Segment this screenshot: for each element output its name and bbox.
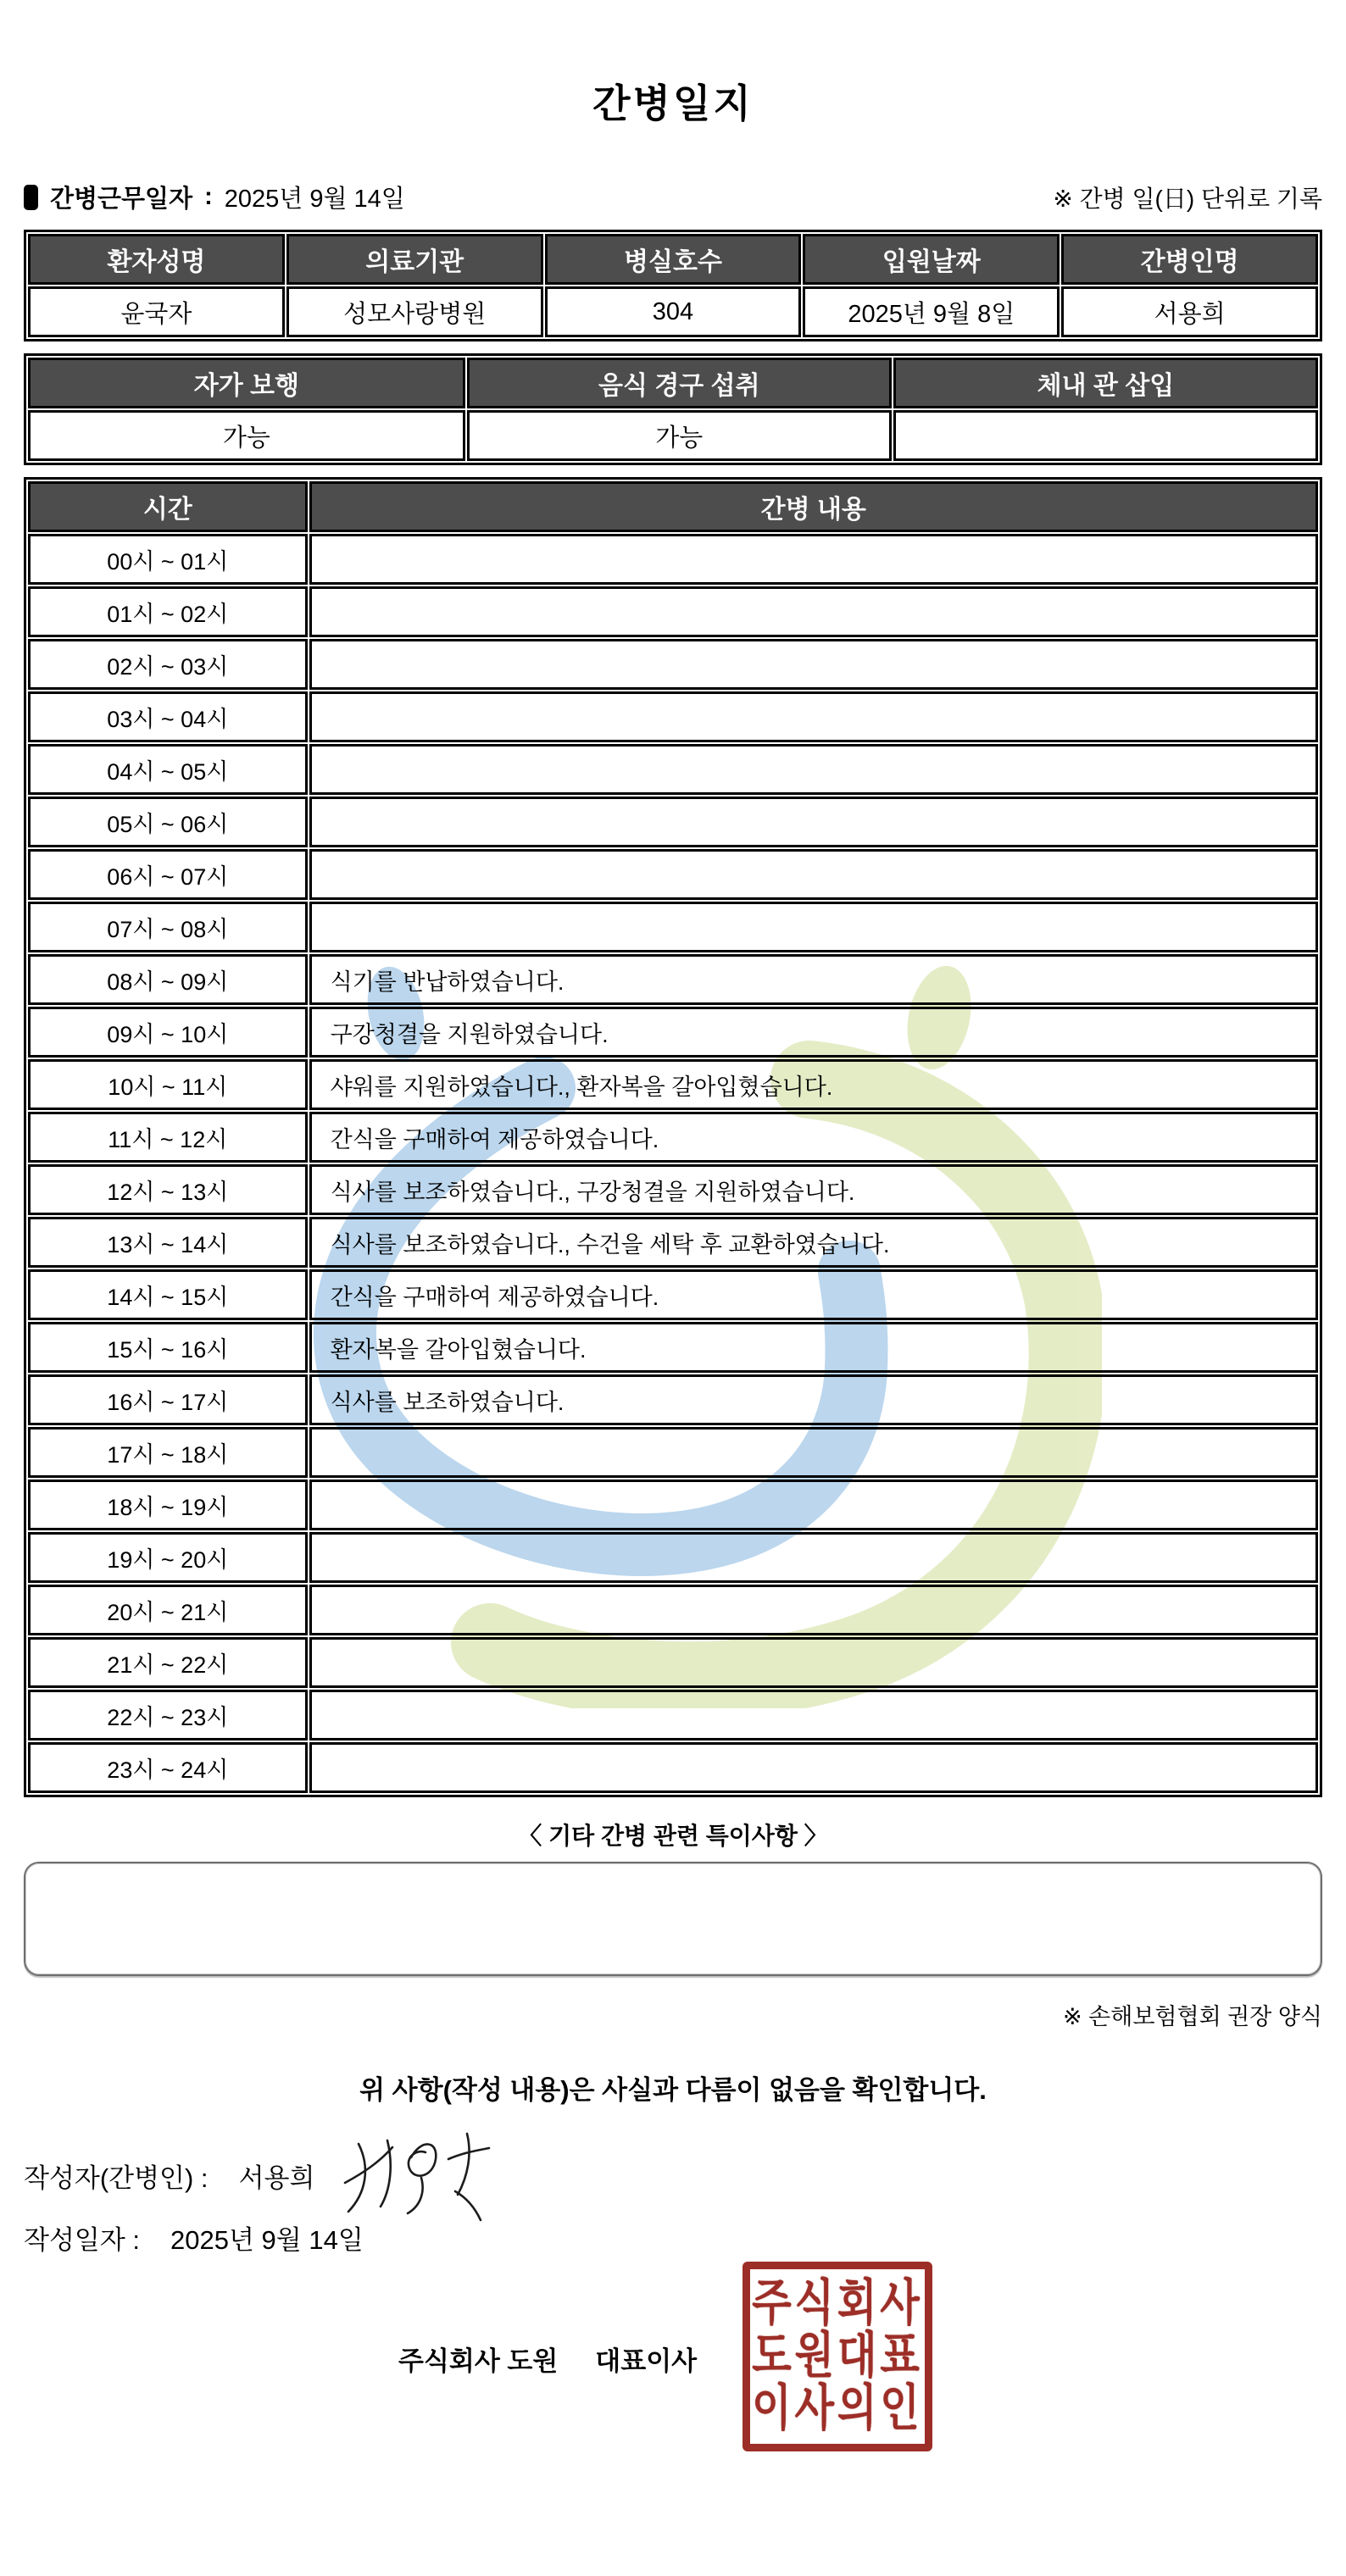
col-header-patient-name: 환자성명: [28, 234, 285, 285]
unit-note: ※ 간병 일(日) 단위로 기록: [1053, 185, 1322, 212]
time-slot-label: 22시 ~ 23시: [28, 1690, 308, 1740]
care-journal-document: [0, 73, 1346, 2465]
col-header-time: 시간: [28, 481, 308, 532]
time-slot-label: 04시 ~ 05시: [28, 744, 308, 795]
care-entry: [309, 691, 1318, 742]
writer-label: 작성자(간병인) :: [24, 2162, 209, 2193]
stamp-line-1: 주식회사: [752, 2276, 923, 2331]
patient-info-value-row: [28, 286, 1318, 337]
status-value-row: [28, 410, 1318, 461]
care-row: [28, 1322, 1318, 1373]
care-row: [28, 1269, 1318, 1320]
stamp-line-3: 이사의인: [752, 2381, 923, 2436]
stamp-line-2: 도원대표: [752, 2329, 923, 2384]
care-entry: [309, 1427, 1318, 1478]
care-entry: [309, 586, 1318, 637]
care-entry: [309, 1532, 1318, 1583]
time-slot-label: 10시 ~ 11시: [28, 1059, 308, 1110]
care-entry: [309, 797, 1318, 847]
time-slot-label: 13시 ~ 14시: [28, 1217, 308, 1268]
care-row: [28, 1112, 1318, 1163]
write-date-row: [24, 2218, 1322, 2257]
care-row: [28, 534, 1318, 585]
patient-info-table: [24, 230, 1322, 341]
care-row: [28, 691, 1318, 742]
care-entry: [309, 1480, 1318, 1530]
care-entry: 식기를 반납하였습니다.: [309, 954, 1318, 1005]
care-entry: 샤워를 지원하였습니다., 환자복을 갈아입혔습니다.: [309, 1059, 1318, 1110]
care-entry: 식사를 보조하였습니다., 구강청결을 지원하였습니다.: [309, 1164, 1318, 1215]
care-entry: 환자복을 갈아입혔습니다.: [309, 1322, 1318, 1373]
time-slot-label: 20시 ~ 21시: [28, 1585, 308, 1635]
time-slot-label: 23시 ~ 24시: [28, 1742, 308, 1793]
care-entry: 간식을 구매하여 제공하였습니다.: [309, 1112, 1318, 1163]
care-entry: [309, 534, 1318, 585]
col-header-care-content: 간병 내용: [309, 481, 1318, 532]
corporate-seal-stamp: [743, 2262, 932, 2451]
time-slot-label: 17시 ~ 18시: [28, 1427, 308, 1478]
hourly-care-table: [24, 477, 1322, 1797]
care-header-row: [28, 481, 1318, 532]
time-slot-label: 00시 ~ 01시: [28, 534, 308, 585]
time-slot-label: 21시 ~ 22시: [28, 1637, 308, 1688]
time-slot-label: 01시 ~ 02시: [28, 586, 308, 637]
care-row: [28, 954, 1318, 1005]
care-row: [28, 849, 1318, 900]
care-row: [28, 586, 1318, 637]
care-row: [28, 797, 1318, 847]
time-slot-label: 02시 ~ 03시: [28, 639, 308, 690]
time-slot-label: 14시 ~ 15시: [28, 1269, 308, 1320]
care-entry: [309, 744, 1318, 795]
care-row: [28, 1690, 1318, 1740]
care-row: [28, 1059, 1318, 1110]
care-row: [28, 902, 1318, 952]
time-slot-label: 15시 ~ 16시: [28, 1322, 308, 1373]
care-entry: 구강청결을 지원하였습니다.: [309, 1007, 1318, 1058]
col-header-room-number: 병실호수: [545, 234, 802, 285]
signature-handwriting: [340, 2129, 501, 2222]
time-slot-label: 07시 ~ 08시: [28, 902, 308, 952]
care-row: [28, 1374, 1318, 1425]
care-entry: [309, 1585, 1318, 1635]
care-entry: [309, 849, 1318, 900]
col-header-oral-intake: 음식 경구 섭취: [467, 358, 892, 408]
tube-insertion-value: [893, 410, 1318, 461]
care-row: [28, 1585, 1318, 1635]
care-entry: [309, 639, 1318, 690]
writer-name: 서용희: [238, 2162, 315, 2193]
care-entry: 식사를 보조하였습니다.: [309, 1374, 1318, 1425]
care-row: [28, 1007, 1318, 1058]
time-slot-label: 06시 ~ 07시: [28, 849, 308, 900]
special-notes-box[interactable]: [24, 1862, 1322, 1976]
care-entry: 간식을 구매하여 제공하였습니다.: [309, 1269, 1318, 1320]
care-row: [28, 639, 1318, 690]
care-row: [28, 1427, 1318, 1478]
work-date-value: 2025년 9월 14일: [224, 186, 405, 213]
care-row: [28, 1637, 1318, 1688]
time-slot-label: 08시 ~ 09시: [28, 954, 308, 1005]
ceo-label: 대표이사: [595, 2346, 698, 2376]
work-date-separator: :: [204, 183, 213, 210]
work-date-group: [24, 180, 405, 214]
col-header-self-walking: 자가 보행: [28, 358, 465, 408]
care-row: [28, 1480, 1318, 1530]
col-header-caregiver-name: 간병인명: [1061, 234, 1318, 285]
time-slot-label: 16시 ~ 17시: [28, 1374, 308, 1425]
care-row: [28, 1164, 1318, 1215]
time-slot-label: 05시 ~ 06시: [28, 797, 308, 847]
bullet-square-icon: [24, 185, 38, 210]
writer-row: [24, 2154, 1322, 2196]
care-row: [28, 744, 1318, 795]
care-row: [28, 1532, 1318, 1583]
col-header-medical-institution: 의료기관: [286, 234, 543, 285]
confirmation-statement: 위 사항(작성 내용)은 사실과 다름이 없음을 확인합니다.: [359, 2075, 987, 2105]
company-seal-block: [24, 2262, 1322, 2465]
caregiver-name-value: 서용희: [1061, 286, 1318, 337]
write-date-label: 작성일자 :: [24, 2225, 141, 2255]
company-name: 주식회사 도원: [398, 2346, 559, 2376]
time-slot-label: 18시 ~ 19시: [28, 1480, 308, 1530]
work-date-row: [24, 180, 1322, 214]
care-entry: [309, 1690, 1318, 1740]
patient-status-table: [24, 353, 1322, 465]
patient-name-value: 윤국자: [28, 286, 285, 337]
care-row: [28, 1217, 1318, 1268]
time-slot-label: 11시 ~ 12시: [28, 1112, 308, 1163]
time-slot-label: 19시 ~ 20시: [28, 1532, 308, 1583]
care-entry: 식사를 보조하였습니다., 수건을 세탁 후 교환하였습니다.: [309, 1217, 1318, 1268]
care-entry: [309, 902, 1318, 952]
time-slot-label: 03시 ~ 04시: [28, 691, 308, 742]
page-title: 간병일지: [592, 81, 754, 125]
care-row: [28, 1742, 1318, 1793]
time-slot-label: 12시 ~ 13시: [28, 1164, 308, 1215]
write-date-value: 2025년 9월 14일: [170, 2225, 364, 2255]
self-walking-value: 가능: [28, 410, 465, 461]
status-header-row: [28, 358, 1318, 408]
time-slot-label: 09시 ~ 10시: [28, 1007, 308, 1058]
company-line: [398, 2340, 697, 2378]
oral-intake-value: 가능: [467, 410, 892, 461]
col-header-tube-insertion: 체내 관 삽입: [893, 358, 1318, 408]
medical-institution-value: 성모사랑병원: [286, 286, 543, 337]
col-header-admission-date: 입원날짜: [803, 234, 1060, 285]
care-entry: [309, 1742, 1318, 1793]
form-recommendation-note: ※ 손해보험협회 권장 양식: [1063, 2004, 1322, 2029]
patient-info-header-row: [28, 234, 1318, 285]
work-date-label: 간병근무일자: [50, 186, 193, 213]
care-entry: [309, 1637, 1318, 1688]
special-notes-heading: 〈 기타 간병 관련 특이사항 〉: [518, 1823, 828, 1849]
admission-date-value: 2025년 9월 8일: [803, 286, 1060, 337]
room-number-value: 304: [545, 286, 802, 337]
